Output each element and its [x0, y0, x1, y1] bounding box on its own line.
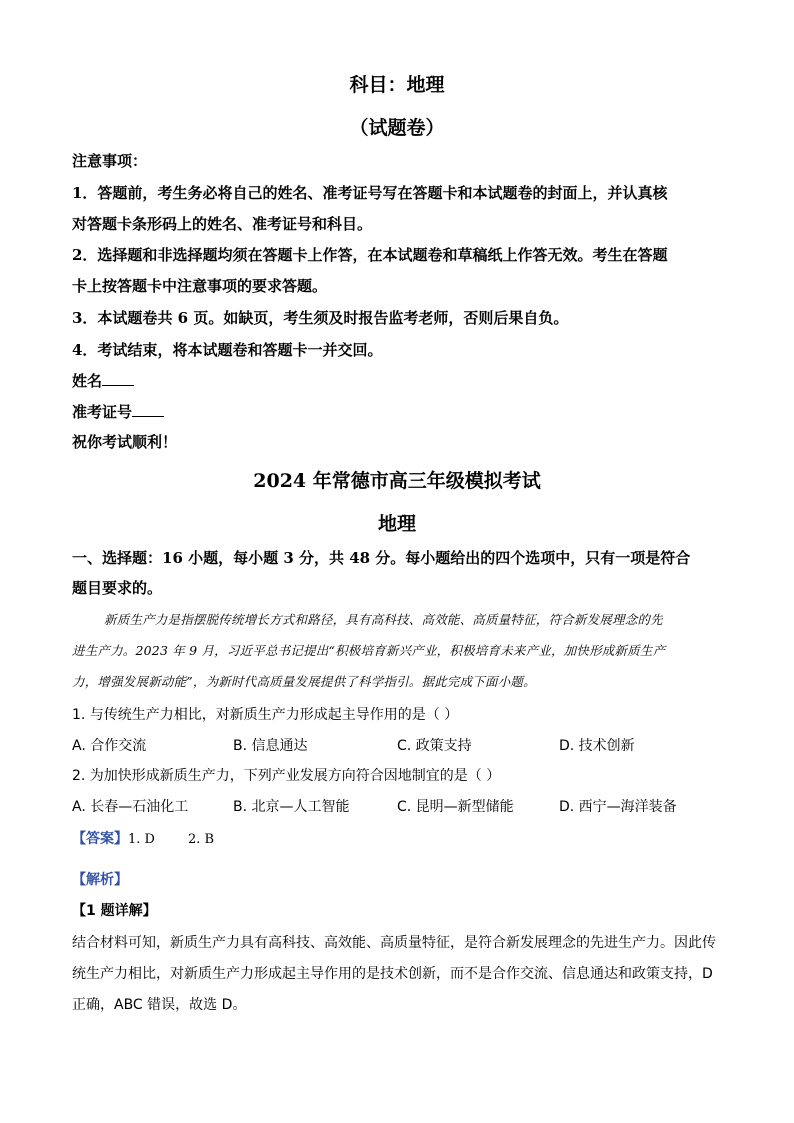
- question-1-stem: 1. 与传统生产力相比，对新质生产力形成起主导作用的是（ ）: [72, 707, 459, 723]
- exam-subject: 地理: [377, 513, 416, 535]
- material-line-2: 进生产力。2023 年 9 月，习近平总书记提出“积极培育新兴产业，积极培育未来产业，加快形成新质生产: [72, 643, 666, 658]
- question-1-option-c: C. 政策支持: [397, 738, 472, 754]
- notice-line-5: 3．本试题卷共 6 页。如缺页，考生须及时报告监考老师，否则后果自负。: [72, 309, 569, 327]
- question-2-option-b: B. 北京—人工智能: [233, 799, 350, 815]
- notice-heading: 注意事项：: [72, 152, 148, 170]
- notice-line-3: 2．选择题和非选择题均须在答题卡上作答，在本试题卷和草稿纸上作答无效。考生在答题: [72, 246, 668, 264]
- exam-title: 2024 年常德市高三年级模拟考试: [253, 470, 541, 492]
- notice-line-4: 卡上按答题卡中注意事项的要求答题。: [72, 277, 328, 295]
- question-1-option-a: A. 合作交流: [72, 738, 147, 754]
- analysis-line-2: 统生产力相比，对新质生产力形成起主导作用的是技术创新，而不是合作交流、信息通达和政策支持，D: [72, 966, 713, 982]
- subject-title: 科目：地理: [349, 74, 445, 96]
- analysis-line-3: 正确，ABC 错误，故选 D。: [72, 997, 247, 1013]
- wish-text: 祝你考试顺利！: [72, 433, 178, 451]
- analysis-detail-label: 【1 题详解】: [72, 903, 157, 919]
- name-blank: [102, 371, 134, 386]
- name-field: [72, 370, 134, 391]
- section1-line-1: 一、选择题：16 小题，每小题 3 分，共 48 分。每小题给出的四个选项中，只有一项是符合: [72, 549, 691, 567]
- exam-id-blank: [132, 402, 164, 417]
- name-label: 姓名: [72, 372, 103, 390]
- question-2-option-a: A. 长春—石油化工: [72, 799, 189, 815]
- material-line-3: 力，增强发展新动能”，为新时代高质量发展提供了科学指引。据此完成下面小题。: [72, 674, 536, 689]
- question-1-option-d: D. 技术创新: [559, 738, 635, 754]
- section1-line-2: 题目要求的。: [72, 579, 163, 597]
- question-1-option-b: B. 信息通达: [233, 738, 308, 754]
- notice-line-2: 对答题卡条形码上的姓名、准考证号和科目。: [72, 215, 373, 233]
- answer-values: 1. D 2. B: [128, 832, 215, 847]
- question-2-option-d: D. 西宁—海洋装备: [559, 799, 677, 815]
- question-2-stem: 2. 为加快形成新质生产力，下列产业发展方向符合因地制宜的是（ ）: [72, 768, 501, 784]
- answer-block: [72, 828, 214, 848]
- exam-id-label: 准考证号: [72, 403, 133, 421]
- notice-line-1: 1．答题前，考生务必将自己的姓名、准考证号写在答题卡和本试题卷的封面上，并认真核: [72, 184, 668, 202]
- material-line-1: 新质生产力是指摆脱传统增长方式和路径，具有高科技、高效能、高质量特征，符合新发展理念的先: [104, 612, 663, 627]
- notice-line-6: 4．考试结束，将本试题卷和答题卡一并交回。: [72, 341, 383, 359]
- answer-label: 【答案】: [72, 831, 128, 847]
- exam-id-field: [72, 401, 164, 422]
- question-2-option-c: C. 昆明—新型储能: [397, 799, 514, 815]
- analysis-label: 【解析】: [72, 872, 128, 888]
- analysis-line-1: 结合材料可知，新质生产力具有高科技、高效能、高质量特征，是符合新发展理念的先进生产力。因此传: [72, 935, 716, 951]
- paper-type: （试题卷）: [349, 117, 445, 139]
